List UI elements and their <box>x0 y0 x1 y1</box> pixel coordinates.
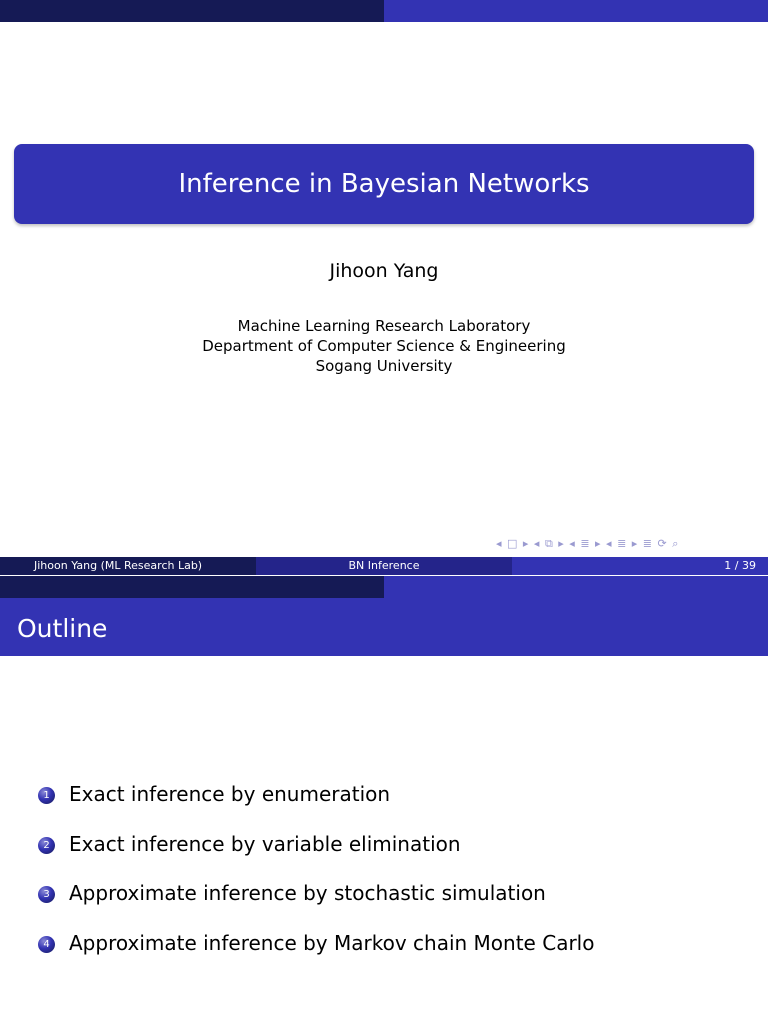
list-item[interactable] <box>38 881 594 931</box>
list-item-text: Approximate inference by stochastic simulation <box>69 881 546 906</box>
top-bar-right <box>384 0 768 22</box>
beamer-navigation-icons[interactable]: ◂ □ ▸ ◂ ⧉ ▸ ◂ ≣ ▸ ◂ ≣ ▸ ≣ ⟳ ⌕ <box>496 537 680 550</box>
author-name: Jihoon Yang <box>329 260 439 282</box>
slide-separator-bar <box>0 576 768 598</box>
affiliation-line-department: Department of Computer Science & Engineering <box>202 337 566 355</box>
top-bar-left <box>0 0 384 22</box>
footer-short-title: BN Inference <box>348 559 420 572</box>
numbered-ball-icon: 2 <box>38 837 55 854</box>
list-item[interactable] <box>38 832 594 882</box>
slide-outline <box>0 598 768 1024</box>
list-item[interactable] <box>38 931 594 981</box>
list-item[interactable] <box>38 782 594 832</box>
top-bar <box>0 0 768 22</box>
affiliation-line-university: Sogang University <box>315 357 453 375</box>
presentation-title: Inference in Bayesian Networks <box>178 169 590 199</box>
affiliation <box>0 316 768 376</box>
list-item-text: Exact inference by variable elimination <box>69 831 461 856</box>
separator-right <box>384 576 768 598</box>
footer-author: Jihoon Yang (ML Research Lab) <box>34 559 203 572</box>
frame-header <box>0 598 768 656</box>
affiliation-line-lab: Machine Learning Research Laboratory <box>237 317 531 335</box>
list-item-text: Approximate inference by Markov chain Monte Carlo <box>69 931 595 956</box>
footer-page-box <box>512 557 768 575</box>
list-item-text: Exact inference by enumeration <box>69 782 391 806</box>
separator-left <box>0 576 384 598</box>
numbered-ball-icon: 1 <box>38 787 55 804</box>
frame-title: Outline <box>17 614 108 643</box>
footer-title-box <box>256 557 512 575</box>
title-box <box>14 144 754 224</box>
footer-page-number: 1 / 39 <box>724 559 756 572</box>
outline-list <box>38 782 594 981</box>
footer-author-box <box>0 557 256 575</box>
footer <box>0 557 768 575</box>
numbered-ball-icon: 4 <box>38 936 55 953</box>
numbered-ball-icon: 3 <box>38 886 55 903</box>
